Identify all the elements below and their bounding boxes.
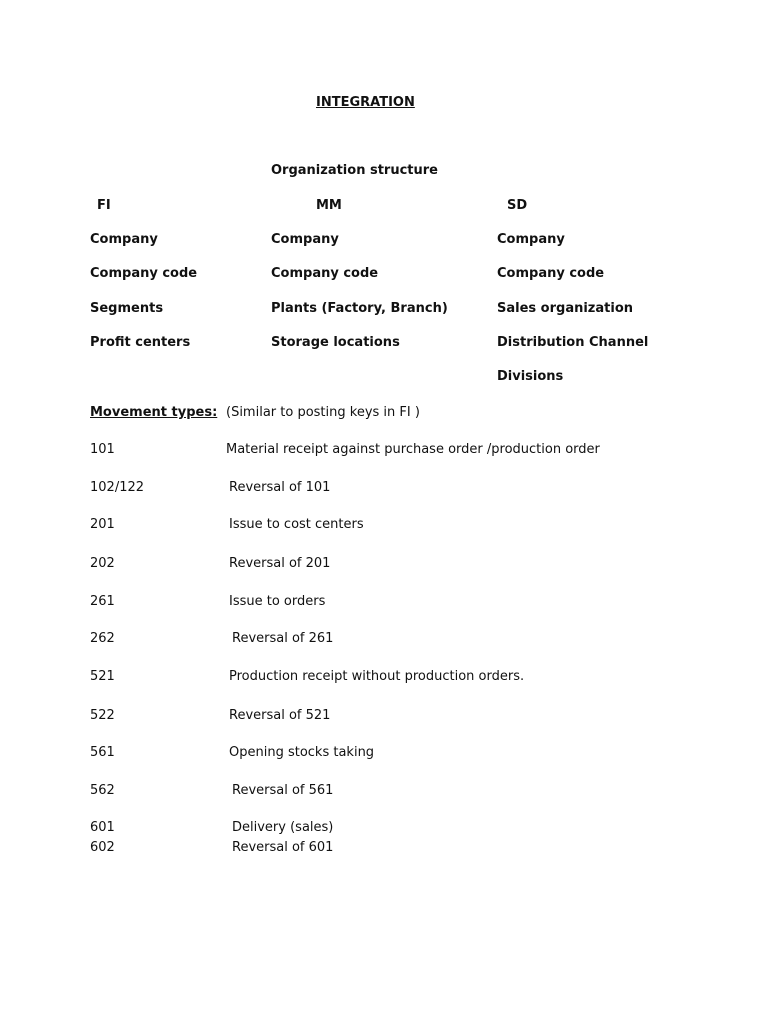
mm-column-header: MM: [316, 198, 342, 213]
movement-code: 561: [90, 745, 115, 760]
movement-code: 521: [90, 669, 115, 684]
sd-item: Distribution Channel: [497, 335, 649, 350]
sd-item: Divisions: [497, 369, 564, 384]
fi-item: Company code: [90, 266, 198, 281]
mm-item: Storage locations: [271, 335, 400, 350]
movement-description: Reversal of 601: [232, 840, 334, 855]
movement-code: 562: [90, 783, 115, 798]
sd-column-header: SD: [507, 198, 528, 213]
movement-code: 602: [90, 840, 115, 855]
page-title: INTEGRATION: [316, 95, 415, 110]
movement-description: Production receipt without production orders.: [229, 669, 525, 684]
movement-code: 202: [90, 556, 115, 571]
movement-description: Delivery (sales): [232, 820, 334, 835]
sd-item: Company code: [497, 266, 605, 281]
movement-code: 522: [90, 708, 115, 723]
fi-column-header: FI: [97, 198, 111, 213]
mm-item: Company: [271, 232, 339, 247]
sd-item: Sales organization: [497, 301, 633, 316]
movement-description: Reversal of 201: [229, 556, 331, 571]
movement-description: Issue to orders: [229, 594, 326, 609]
movement-description: Reversal of 521: [229, 708, 331, 723]
movement-code: 601: [90, 820, 115, 835]
movement-description: Material receipt against purchase order /production order: [226, 442, 600, 457]
org-structure-heading: Organization structure: [271, 163, 438, 178]
fi-item: Segments: [90, 301, 164, 316]
movement-types-note: (Similar to posting keys in FI ): [226, 405, 420, 420]
movement-code: 201: [90, 517, 115, 532]
movement-description: Reversal of 561: [232, 783, 334, 798]
sd-item: Company: [497, 232, 565, 247]
movement-types-label: Movement types:: [90, 405, 218, 420]
mm-item: Plants (Factory, Branch): [271, 301, 448, 316]
movement-description: Reversal of 261: [232, 631, 334, 646]
mm-item: Company code: [271, 266, 379, 281]
movement-description: Issue to cost centers: [229, 517, 364, 532]
movement-code: 261: [90, 594, 115, 609]
movement-description: Reversal of 101: [229, 480, 331, 495]
movement-code: 262: [90, 631, 115, 646]
fi-item: Company: [90, 232, 158, 247]
movement-code: 101: [90, 442, 115, 457]
movement-code: 102/122: [90, 480, 145, 495]
movement-description: Opening stocks taking: [229, 745, 375, 760]
fi-item: Profit centers: [90, 335, 191, 350]
